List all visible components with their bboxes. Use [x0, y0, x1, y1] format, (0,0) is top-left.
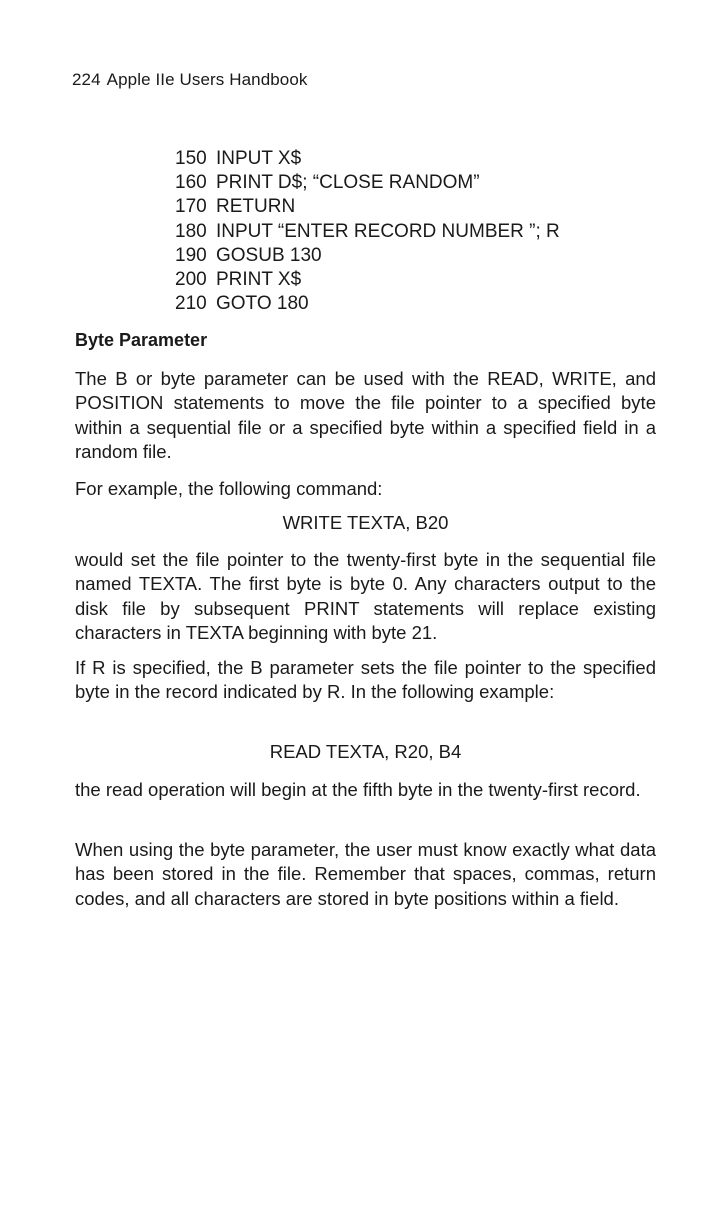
- code-line: [175, 195, 560, 219]
- code-line-number: 150: [175, 148, 207, 169]
- code-line: [175, 292, 560, 316]
- code-line-text: INPUT X$: [216, 148, 302, 169]
- page-number: 224: [72, 70, 101, 89]
- code-line: [175, 171, 560, 195]
- running-header: [72, 70, 308, 90]
- paragraph-write-explanation: would set the file pointer to the twenty-first byte in the sequential file named TEXTA. The first byte is byte 0. Any characters output to the disk file by subsequent PRINT statements will replace existing characters in TEXTA beginning with byte 21.: [75, 549, 656, 643]
- paragraph-read-explanation: the read operation will begin at the fifth byte in the twenty-first record.: [75, 779, 641, 800]
- code-line: [175, 244, 560, 268]
- paragraph-example-lead: For example, the following command:: [75, 478, 383, 499]
- code-line-text: RETURN: [216, 196, 296, 218]
- paragraph-r-specified: If R is specified, the B parameter sets the file pointer to the specified byte in the record indicated by R. In the following example:: [75, 657, 656, 703]
- code-line-text: PRINT D$; “CLOSE RANDOM”: [216, 172, 480, 194]
- code-line: [175, 147, 560, 171]
- code-line-number: 180: [175, 220, 207, 242]
- example-command-write: WRITE TEXTA, B20: [282, 512, 449, 533]
- code-line: [175, 268, 560, 292]
- paragraph-caution: When using the byte parameter, the user must know exactly what data has been stored in the file. Remember that spaces, commas, return codes, and all characters are stored in byte positions within a field.: [75, 839, 656, 909]
- code-line-number: 170: [175, 196, 207, 218]
- code-line-number: 210: [175, 293, 207, 315]
- code-line-number: 190: [175, 244, 207, 266]
- book-title: Apple IIe Users Handbook: [106, 70, 308, 89]
- paragraph-intro: The B or byte parameter can be used with the READ, WRITE, and POSITION statements to move the file pointer to a specified byte within a sequential file or a specified byte within a specified field in a random file.: [75, 368, 656, 462]
- code-line-number: 160: [175, 172, 207, 194]
- code-line-text: PRINT X$: [216, 269, 302, 291]
- code-line-number: 200: [175, 269, 207, 291]
- section-heading: Byte Parameter: [75, 330, 208, 350]
- code-line-text: GOSUB 130: [216, 244, 322, 266]
- code-listing: [175, 147, 560, 316]
- example-command-read: READ TEXTA, R20, B4: [269, 741, 462, 762]
- code-line-text: INPUT “ENTER RECORD NUMBER ”; R: [216, 220, 560, 242]
- code-line-text: GOTO 180: [216, 293, 309, 315]
- code-line: [175, 220, 560, 244]
